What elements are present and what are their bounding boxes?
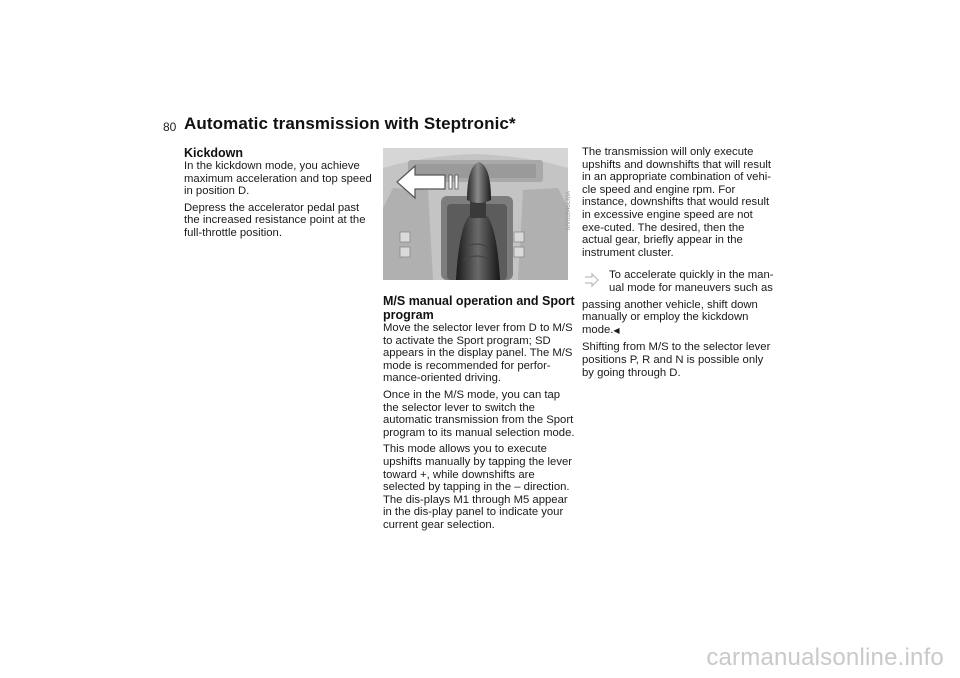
ms-manual-heading: M/S manual operation and Sport program [383,294,575,322]
shift-ms-paragraph: Shifting from M/S to the selector lever positions P, R and N is possible only by going through D. [582,341,771,379]
selector-lever-illustration [383,148,568,280]
note-rest-text: passing another vehicle, shift down manually or employ the kickdown mode. [582,298,758,336]
kickdown-heading: Kickdown [184,146,244,160]
shift-info-section [582,146,777,383]
note-first-line: To accelerate quickly in the man-ual mode for maneuvers such as [609,269,774,294]
ms-manual-paragraph-3: This mode allows you to execute upshifts manually by tapping the lever toward +, while downshifts are selected by tapping in the – direction. The dis-plays M1 through M5 appear in the dis-play panel to indicate your current gear selection. [383,443,573,531]
selector-lever-figure [383,148,568,280]
ms-manual-paragraph-2: Once in the M/S mode, you can tap the selector lever to switch the automatic transmission from the Sport program to its manual selection mode. [383,388,575,439]
note-end-icon: ◀ [613,325,620,335]
figure-code: MV00046CMA [566,190,572,230]
ms-manual-paragraph-1: Move the selector lever from D to M/S to activate the Sport program; SD appears in the display panel. The M/S mode is recommended for perfor-mance-oriented driving. [383,322,573,385]
ms-manual-section [383,294,575,536]
watermark: carmanualsonline.info [706,644,944,671]
kickdown-section [184,146,372,244]
page-title: Automatic transmission with Steptronic* [184,114,516,133]
note-rest [582,299,777,338]
kickdown-paragraph-2: Depress the accelerator pedal past the increased resistance point at the full-throttle position. [184,201,366,239]
note-arrow-icon [583,269,603,289]
note-block [582,269,777,337]
kickdown-paragraph-1: In the kickdown mode, you achieve maximum acceleration and top speed in position D. [184,160,372,198]
shift-info-paragraph: The transmission will only execute upshifts and downshifts that will result in an appropriate combination of vehi-cle speed and engine rpm. For instance, downshifts that would result in excessive engine speed are not exe-cuted. The desired, then the actual gear, briefly appear in the instrument cluster. [582,146,772,259]
page-number: 80 [163,120,177,134]
